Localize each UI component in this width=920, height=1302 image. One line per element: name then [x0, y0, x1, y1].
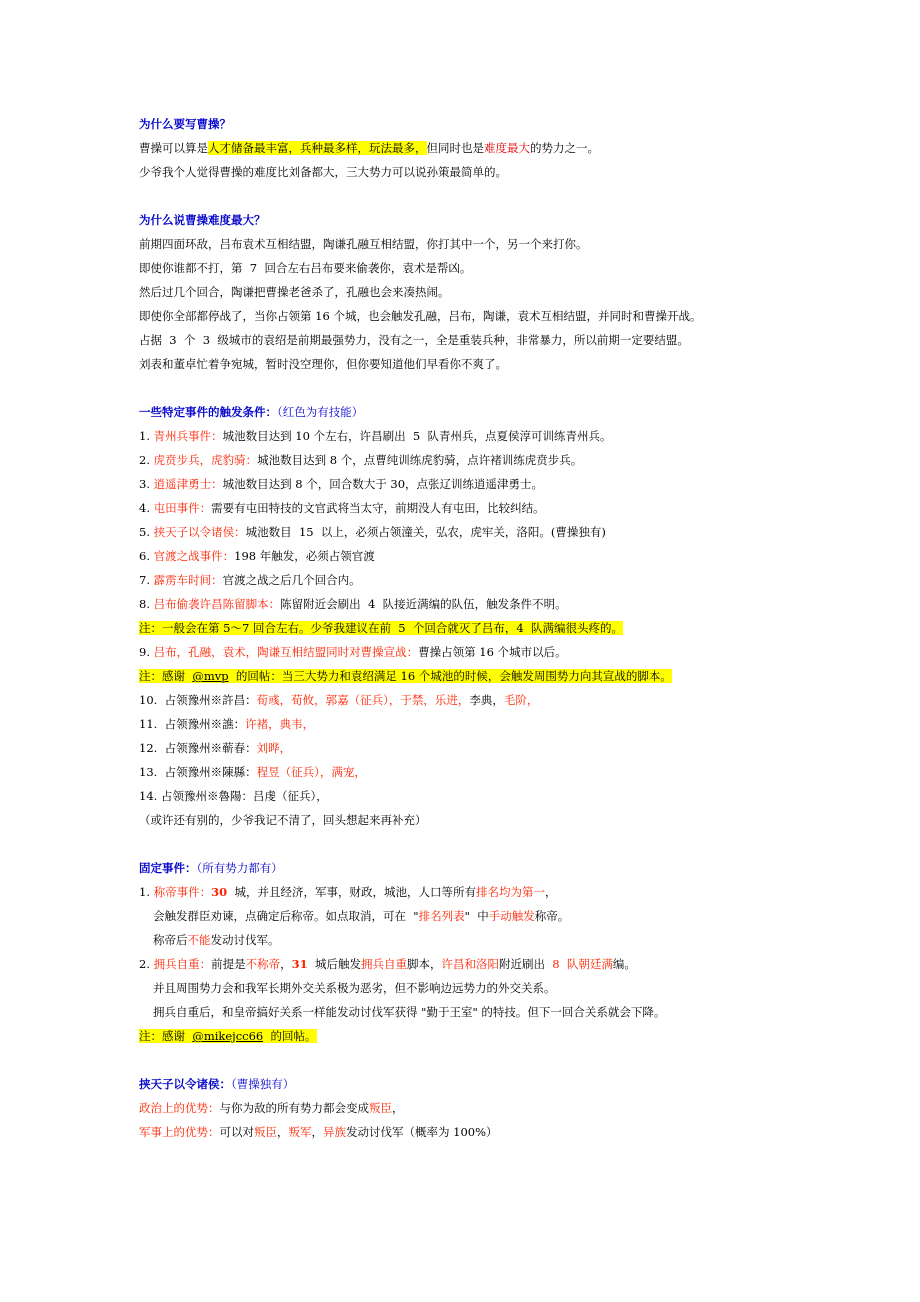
trigger-tail: （或许还有别的，少爷我记不清了，回头想起来再补充）	[139, 813, 427, 827]
mvp-link[interactable]: @mvp	[192, 669, 229, 683]
trigger-item-5: 5. 挟天子以令诸侯：城池数目 15 以上，必须占领潼关，弘农，虎牢关，洛阳。(曹操独有)	[139, 525, 606, 539]
trigger-item-7: 7. 霹雳车时间：官渡之战之后几个回合内。	[139, 573, 361, 587]
fixed-event-2c: 拥兵自重后，和皇帝搞好关系一样能发动讨伐军获得 "勤于王室" 的特技。但下一回合关系就会下降。	[153, 1005, 666, 1019]
fixed-event-2b: 并且周围势力会和我军长期外交关系极为恶劣，但不影响边远势力的外交关系。	[153, 981, 556, 995]
trigger-note-1: 注：一般会在第 5～7 回合左右。少爷我建议在前 5 个回合就灭了吕布，4 队满编很头疼的。	[139, 621, 624, 635]
trigger-item-14: 14. 占领豫州※魯陽：吕虔（征兵），	[139, 789, 328, 803]
why-hard-line-6: 刘表和董卓忙着争宛城，暂时没空理你，但你要知道他们早看你不爽了。	[139, 357, 507, 371]
fixed-event-2: 2. 拥兵自重：前提是不称帝，31 城后触发拥兵自重脚本，许昌和洛阳附近刷出 8 队朝廷满编。	[139, 957, 636, 971]
trigger-item-6: 6. 官渡之战事件：198 年触发，必须占领官渡	[139, 549, 375, 563]
trigger-item-4: 4. 屯田事件：需要有屯田特技的文官武将当太守，前期没人有屯田，比较纠结。	[139, 501, 545, 515]
why-write-line-2: 少爷我个人觉得曹操的难度比刘备都大，三大势力可以说孙策最简单的。	[139, 165, 507, 179]
mikejcc66-link[interactable]: @mikejcc66	[192, 1029, 264, 1043]
trigger-item-2: 2. 虎贲步兵，虎豹骑：城池数目达到 8 个，点曹纯训练虎豹骑，点许褚训练虎贲步兵。	[139, 453, 583, 467]
why-hard-line-3: 然后过几个回合，陶谦把曹操老爸杀了，孔融也会来凑热闹。	[139, 285, 450, 299]
trigger-item-3: 3. 逍遥津勇士：城池数目达到 8 个，回合数大于 30，点张辽训练逍遥津勇士。	[139, 477, 544, 491]
emperor-military: 军事上的优势：可以对叛臣，叛军，异族发动讨伐军（概率为 100%）	[139, 1125, 498, 1139]
emperor-political: 政治上的优势：与你为敌的所有势力都会变成叛臣，	[139, 1101, 404, 1115]
why-write-line-1: 曹操可以算是人才储备最丰富，兵种最多样，玩法最多，但同时也是难度最大的势力之一。	[139, 141, 599, 155]
trigger-item-9: 9. 吕布，孔融，袁术，陶谦互相结盟同时对曹操宣战：曹操占领第 16 个城市以后。	[139, 645, 567, 659]
why-hard-line-4: 即使你全部都停战了，当你占领第 16 个城，也会触发孔融，吕布，陶谦，袁术互相结盟，并同时和曹操开战。	[139, 309, 702, 323]
heading-why-write: 为什么要写曹操？	[139, 117, 231, 131]
trigger-item-13: 13. 占领豫州※陳縣：程昱（征兵），满宠，	[139, 765, 366, 779]
trigger-note-2: 注：感谢 @mvp 的回帖：当三大势力和袁绍满足 16 个城池的时候，会触发周围势力向其宣战的脚本。	[139, 669, 672, 683]
trigger-item-8: 8. 吕布偷袭许昌陈留脚本：陈留附近会刷出 4 队接近满编的队伍，触发条件不明。	[139, 597, 567, 611]
why-hard-line-5: 占据 3 个 3 级城市的袁绍是前期最强势力，没有之一，全是重装兵种，非常暴力，所以前期一定要结盟。	[139, 333, 689, 347]
fixed-note: 注：感谢 @mikejcc66 的回帖。	[139, 1029, 317, 1043]
heading-triggers: 一些特定事件的触发条件：（红色为有技能）	[139, 405, 364, 419]
trigger-item-1: 1. 青州兵事件：城池数目达到 10 个左右，许昌刷出 5 队青州兵，点夏侯淳可训练青州兵。	[139, 429, 612, 443]
fixed-event-1: 1. 称帝事件：30 城，并且经济，军事，财政，城池，人口等所有排名均为第一，	[139, 885, 557, 899]
why-hard-line-1: 前期四面环敌，吕布袁术互相结盟，陶谦孔融互相结盟，你打其中一个，另一个来打你。	[139, 237, 588, 251]
trigger-item-10: 10. 占领豫州※許昌：荀彧，荀攸，郭嘉（征兵），于禁，乐进，李典，毛阶，	[139, 693, 539, 707]
trigger-item-11: 11. 占领豫州※譙：许褚，典韦，	[139, 717, 315, 731]
heading-fixed-events: 固定事件：（所有势力都有）	[139, 861, 283, 875]
heading-why-hard: 为什么说曹操难度最大？	[139, 213, 266, 227]
fixed-event-1c: 称帝后不能发动讨伐军。	[153, 933, 280, 947]
trigger-item-12: 12. 占领豫州※蕲春：刘晔，	[139, 741, 292, 755]
fixed-event-1b: 会触发群臣劝谏，点确定后称帝。如点取消，可在 "排名列表" 中手动触发称帝。	[153, 909, 570, 923]
why-hard-line-2: 即使你谁都不打，第 7 回合左右吕布要来偷袭你，袁术是帮凶。	[139, 261, 472, 275]
heading-emperor: 挟天子以令诸侯：（曹操独有）	[139, 1077, 295, 1091]
